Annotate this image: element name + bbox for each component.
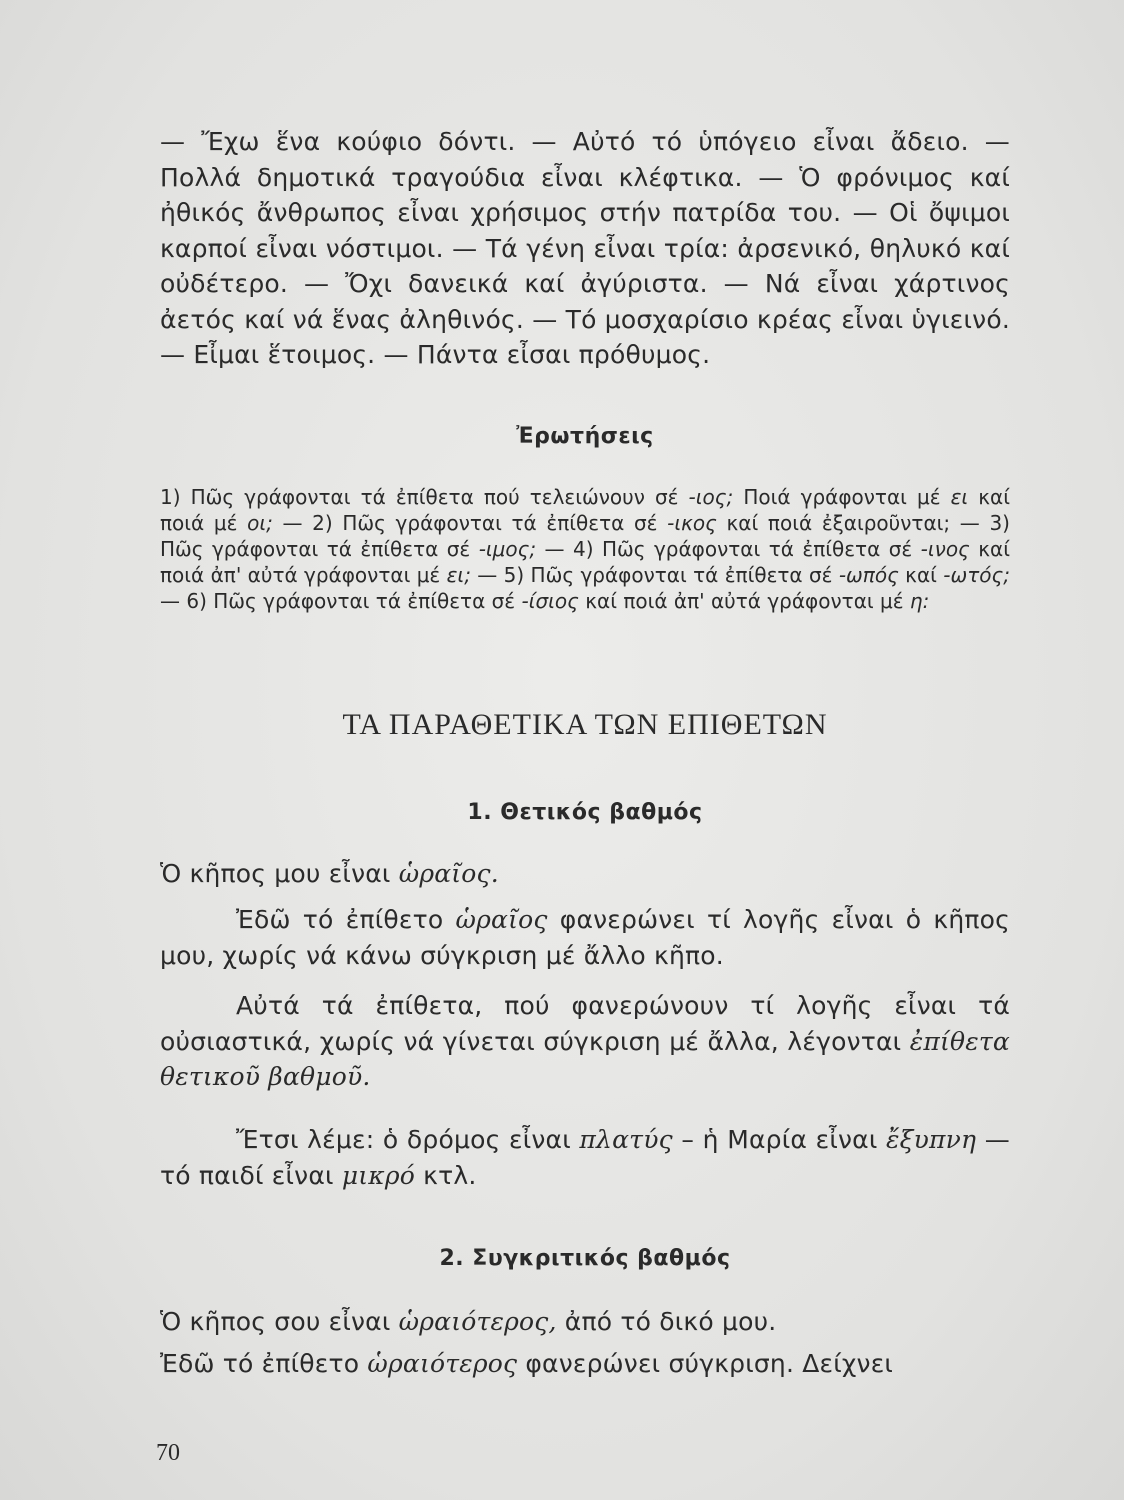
italic-text: ὡραῖος	[455, 905, 548, 934]
section-1-definition	[160, 988, 1010, 1095]
chapter-title: ΤΑ ΠΑΡΑΘΕΤΙΚΑ ΤΩΝ ΕΠΙΘΕΤΩΝ	[342, 708, 828, 741]
section-1-examples	[160, 1122, 1010, 1193]
italic-text: ὡραιότερος	[367, 1349, 518, 1378]
text-run: — 2) Πῶς γράφονται τά ἐπίθετα σέ	[272, 511, 668, 535]
page-number: 70	[156, 1440, 180, 1466]
italic-text: -ινος	[920, 537, 970, 561]
italic-text: ὡραῖος.	[398, 859, 499, 888]
text-run: Ἐδῶ τό ἐπίθετο	[160, 1349, 368, 1378]
text-run: Ἐδῶ τό ἐπίθετο	[236, 905, 456, 934]
text-run: καί ποιά μέ	[160, 485, 1010, 535]
text-run: Ποιά γράφονται μέ	[733, 485, 951, 509]
text-run: φανερώνει σύγκριση. Δείχνει	[517, 1349, 894, 1378]
section-1-example	[160, 856, 1010, 892]
italic-text: -ιμος;	[478, 537, 537, 561]
italic-text: μικρό	[341, 1160, 416, 1190]
italic-text: πλατύς	[579, 1125, 673, 1154]
text-run: Ὁ κῆπος μου εἶναι	[160, 859, 399, 888]
italic-text: ει	[950, 485, 969, 509]
italic-text: οι;	[247, 511, 273, 535]
questions-paragraph	[160, 484, 1010, 614]
text-run: — 5) Πῶς γράφονται τά ἐπίθετα σέ	[470, 563, 839, 587]
italic-text: -ωτός;	[943, 563, 1011, 587]
section-1-explanation	[160, 902, 1010, 973]
text-run: — 4) Πῶς γράφονται τά ἐπίθετα σέ	[536, 537, 921, 561]
examples-paragraph: — Ἔχω ἕνα κούφιο δόντι. — Αὐτό τό ὑπόγειο εἶναι ἄδειο. — Πολλά δημοτικά τραγούδια εἶναι κλέφτικα. — Ὁ φρόνιμος καί ἠθικός ἄνθρωπος εἶναι χρήσιμος στήν πατρίδα του. — Οἱ ὄψιμοι καρποί εἶναι νόστιμοι. — Τά γένη εἶναι τρία: ἀρσενικό, θηλυκό καί οὐδέτερο. — Ὄχι δανεικά καί ἀγύριστα. — Νά εἶναι χάρτινος ἀετός καί νά ἕνας ἀληθινός. — Τό μοσχαρίσιο κρέας εἶναι ὑγιεινό. — Εἶμαι ἕτοιμος. — Πάντα εἶσαι πρόθυμος.	[160, 127, 1010, 369]
text-run: ἀπό τό δικό μου.	[556, 1307, 777, 1336]
text-run: καί ποιά ἐξαιροῦνται; — 3) Πῶς γράφονται τά ἐπίθετα σέ	[160, 511, 1010, 561]
text-run: Ὁ κῆπος σου εἶναι	[160, 1307, 399, 1336]
section-2-explanation	[160, 1346, 1010, 1382]
text-run: φανερώνει τί λογῆς εἶναι ὁ κῆπος μου, χωρίς νά κάνω σύγκριση μέ ἄλλο κῆπο.	[160, 905, 1011, 970]
italic-text: ὡραιότερος,	[398, 1307, 557, 1336]
italic-text: -ίσιος	[521, 589, 579, 613]
text-run: — τό παιδί εἶναι	[160, 1125, 1010, 1190]
italic-text: ἐπίθετα θετικοῦ βαθμοῦ.	[160, 1026, 1010, 1091]
italic-text: -ικος	[667, 511, 717, 535]
text-run: κτλ.	[415, 1160, 477, 1190]
text-run: — 6) Πῶς γράφονται τά ἐπίθετα σέ	[160, 589, 522, 613]
text-run: – ἡ Μαρία εἶναι	[672, 1125, 887, 1154]
section-2-heading: 2. Συγκριτικός βαθμός	[439, 1246, 731, 1271]
text-run: 1) Πῶς γράφονται τά ἐπίθετα πού τελειώνουν σέ	[160, 485, 689, 509]
italic-text: η:	[909, 589, 930, 613]
text-run: καί	[898, 563, 944, 587]
italic-text: ἔξυπνη	[886, 1125, 977, 1154]
text-run: Αὐτά τά ἐπίθετα, πού φανερώνουν τί λογῆς εἶναι τά οὐσιαστικά, χωρίς νά γίνεται σύγκριση μέ ἄλλα, λέγονται	[160, 991, 1010, 1056]
italic-text: ει;	[446, 563, 471, 587]
italic-text: -ωπός	[838, 563, 899, 587]
section-1-heading: 1. Θετικός βαθμός	[467, 800, 703, 825]
questions-heading: Ἐρωτήσεις	[516, 424, 654, 449]
section-2-example	[160, 1304, 1010, 1340]
text-run: Ἔτσι λέμε: ὁ δρόμος εἶναι	[236, 1125, 580, 1154]
italic-text: -ιος;	[688, 485, 734, 509]
text-run: καί ποιά ἀπ' αὐτά γράφονται μέ	[160, 537, 1010, 587]
text-run: καί ποιά ἀπ' αὐτά γράφονται μέ	[578, 589, 910, 613]
